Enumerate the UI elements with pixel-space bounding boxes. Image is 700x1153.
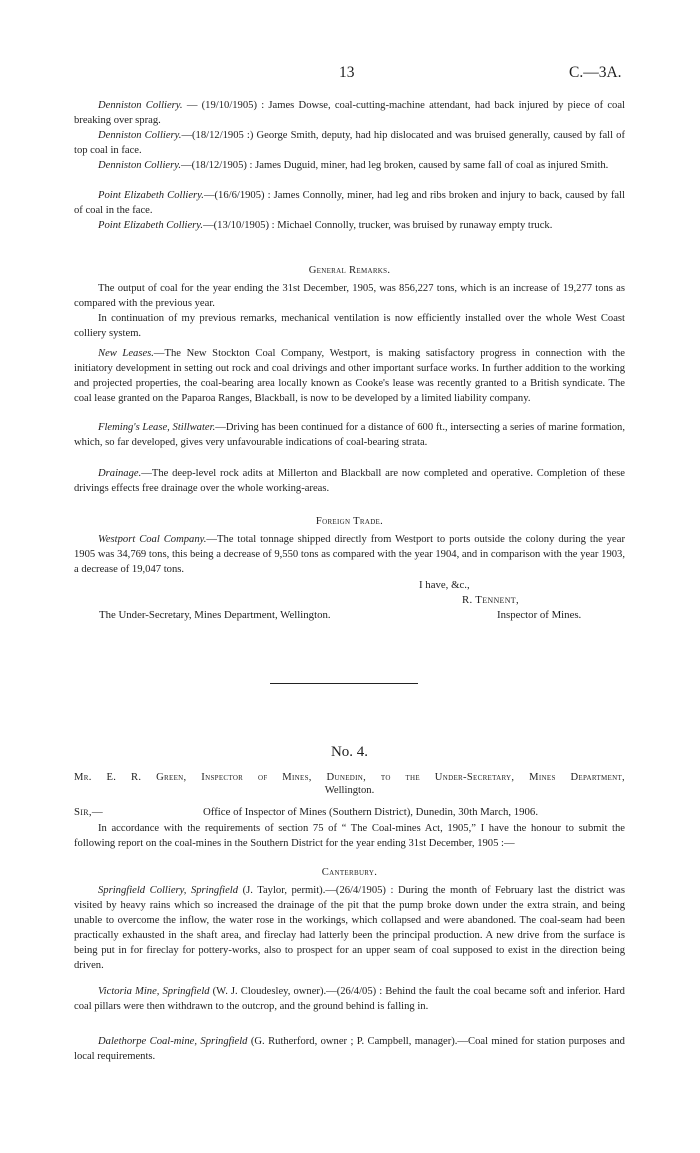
- mine-entry-dalethorpe: [74, 1034, 625, 1064]
- remarks-paragraph-output: The output of coal for the year ending the 31st December, 1905, was 856,227 tons, which is an increase of 19,277 tons as compared with the previous year.: [74, 283, 625, 309]
- accident-entry: [74, 158, 625, 173]
- mine-title: Dalethorpe Coal-mine, Springfield: [98, 1036, 248, 1047]
- accident-colliery: Point Elizabeth Colliery.: [98, 220, 204, 231]
- remarks-paragraph-ventilation: In continuation of my previous remarks, mechanical ventilation is now efficiently installed over the whole West Coast colliery system.: [74, 313, 625, 339]
- accident-entry: [74, 188, 625, 218]
- signatory-title: Inspector of Mines.: [497, 609, 582, 621]
- section-heading-canterbury: Canterbury.: [321, 867, 378, 878]
- accident-colliery: Point Elizabeth Colliery.: [98, 190, 204, 201]
- document-reference: C.—3A.: [569, 64, 622, 81]
- section-heading-foreign-trade: Foreign Trade.: [315, 516, 384, 527]
- accident-colliery: Denniston Colliery.: [98, 100, 183, 111]
- addressee: The Under-Secretary, Mines Department, Wellington.: [99, 609, 331, 621]
- page-number: 13: [339, 64, 355, 81]
- mine-entry-springfield-colliery: [74, 883, 625, 973]
- paragraph-title: Fleming's Lease, Stillwater.: [98, 422, 216, 433]
- paragraph-text: —The total tonnage shipped directly from Westport to ports outside the colony during the year 1905 was 34,769 tons, this being a decrease of 9,550 tons as compared with the year 1904, and in comparison with the year 1903, a decrease of 19,047 tons.: [74, 534, 625, 575]
- accident-entry: [74, 128, 625, 158]
- mine-entry-victoria-mine: [74, 984, 625, 1014]
- accident-text: — (19/10/1905) : James Dowse, coal-cutting-machine attendant, had back injured by piece of coal breaking over sprag.: [74, 100, 625, 126]
- accident-text: —(18/12/1905 :) George Smith, deputy, had hip dislocated and was bruised generally, caused by fall of top coal in face.: [74, 130, 625, 156]
- salutation: Sir,—: [74, 806, 104, 818]
- report-intro-paragraph: In accordance with the requirements of section 75 of “ The Coal-mines Act, 1905,” I have the honour to submit the following report on the coal-mines in the Southern District for the year ending 31st December, 1905 :—: [74, 823, 625, 849]
- section-divider: [270, 683, 418, 684]
- mine-title: Springfield Colliery, Springfield: [98, 885, 239, 896]
- accident-text: —(18/12/1905) : James Duguid, miner, had leg broken, caused by same fall of coal as injured Smith.: [180, 160, 609, 171]
- remarks-paragraph-new-leases: [74, 346, 625, 406]
- signatory-name: R. Tennent,: [462, 594, 519, 606]
- report-from-text: Mr. E. R. Green, Inspector of Mines, Dunedin, to the Under-Secretary, Mines Department,: [74, 772, 625, 783]
- remarks-paragraph-flemings-lease: [74, 420, 625, 450]
- paragraph-title: New Leases.: [98, 348, 154, 359]
- section-heading-general-remarks: General Remarks.: [308, 265, 391, 276]
- paragraph-text: —The deep-level rock adits at Millerton and Blackball are now completed and operative. Completion of these drivings effects free drainage over the whole working-areas.: [74, 468, 625, 494]
- mine-text: (J. Taylor, permit).—(26/4/1905) : During the month of February last the district was visited by heavy rains which so increased the drainage of the pit that the pump broke down under the extra strain, and being unable to overcome the inflow, the water rose in the workings, which collapsed and were abandoned. The coal-seam had been practically exhausted in the shaft area, and fireclay had latterly been the principal production. A new drive from the surface is being put in for fireclay for pottery-works, also to prospect for an upper seam of coal supposed to exist in the direction being driven.: [74, 885, 625, 971]
- report-from-line: [74, 770, 625, 785]
- paragraph-title: Westport Coal Company.: [98, 534, 207, 545]
- accident-colliery: Denniston Colliery.: [98, 130, 182, 141]
- mine-text: (W. J. Cloudesley, owner).—(26/4/05) : Behind the fault the coal became soft and inferior. Hard coal pillars were then withdrawn to the outcrop, and the ground behind is falling in.: [74, 986, 625, 1012]
- closing-line: I have, &c.,: [419, 579, 470, 591]
- paragraph-title: Drainage.: [98, 468, 142, 479]
- report-number-heading: No. 4.: [330, 744, 369, 760]
- paragraph-text: —Driving has been continued for a distance of 600 ft., intersecting a series of marine formation, which, so far developed, gives very unfavourable indications of coal-bearing strata.: [74, 422, 626, 448]
- accident-text: —(16/6/1905) : James Connolly, miner, had leg and ribs broken and injury to back, caused by fall of coal in the face.: [74, 190, 625, 216]
- report-from-line-2: Wellington.: [324, 785, 375, 796]
- accident-entry: [74, 98, 625, 128]
- accident-text: —(13/10/1905) : Michael Connolly, trucker, was bruised by runaway empty truck.: [203, 220, 553, 231]
- accident-entry: [74, 218, 625, 233]
- paragraph-text: —The New Stockton Coal Company, Westport, is making satisfactory progress in connection with the initiatory development in setting out rock and coal drivings and other important surface works. In further addition to the working and projected properties, the coal-bearing area locally known as Cooke's lease was recently granted to a British syndicate. The coal lease granted on the Paparoa Ranges, Blackball, is now to be developed by a limited liability company.: [74, 348, 626, 404]
- office-dateline: Office of Inspector of Mines (Southern District), Dunedin, 30th March, 1906.: [203, 806, 539, 818]
- mine-text: (G. Rutherford, owner ; P. Campbell, manager).—Coal mined for station purposes and local requirements.: [74, 1036, 625, 1062]
- accident-colliery: Denniston Colliery.: [98, 160, 181, 171]
- foreign-trade-paragraph: [74, 532, 625, 577]
- mine-title: Victoria Mine, Springfield: [98, 986, 210, 997]
- remarks-paragraph-drainage: [74, 466, 625, 496]
